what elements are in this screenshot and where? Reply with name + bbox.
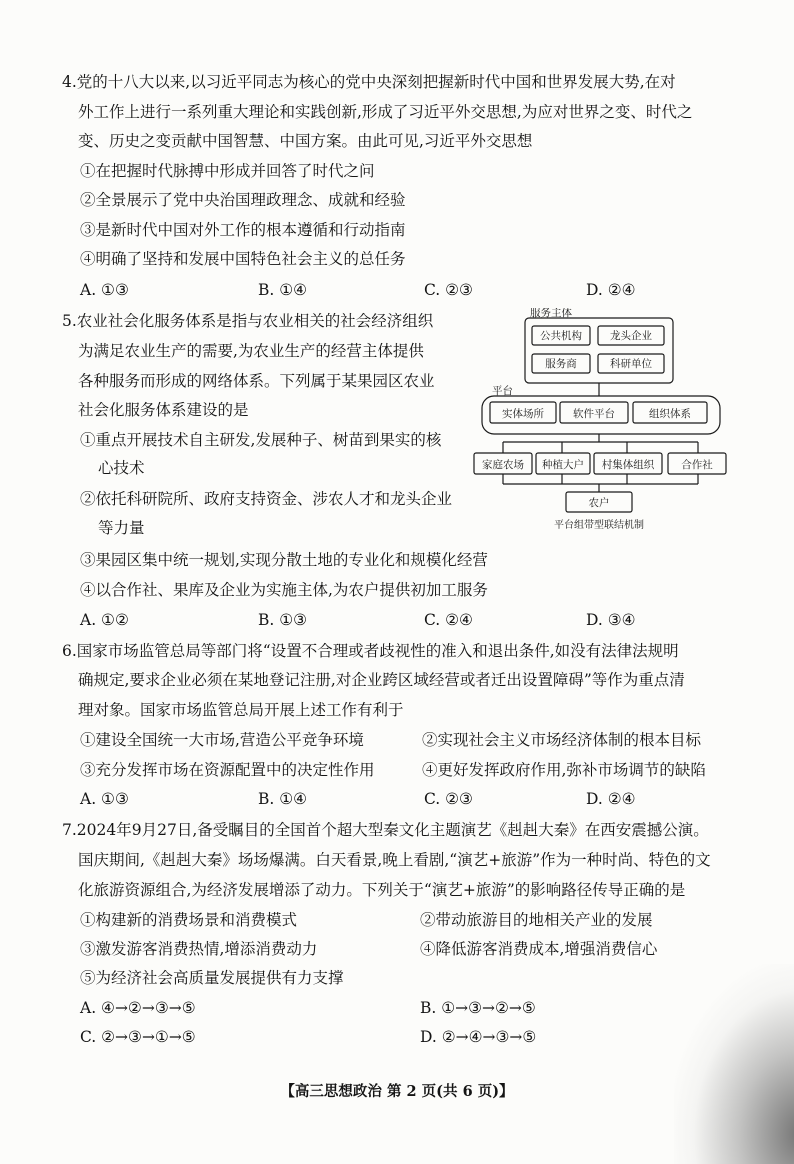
q7-stem-line-1: 7.2024年9月27日,备受瞩目的全国首个超大型秦文化主题演艺《赳赳大秦》在西安震撼公演。 xyxy=(62,821,709,839)
q6-option-a[interactable]: A. ①③ xyxy=(80,790,129,808)
page-footer: 【高三思想政治 第 2 页(共 6 页)】 xyxy=(280,1083,514,1100)
service-item-2: 龙头企业 xyxy=(610,330,652,342)
q4-option-d[interactable]: D. ②④ xyxy=(586,281,636,299)
platform-item-1: 实体场所 xyxy=(502,408,544,420)
q6-stem-line-3: 理对象。国家市场监管总局开展上述工作有利于 xyxy=(78,701,404,719)
q5-option-a[interactable]: A. ①② xyxy=(80,611,129,629)
platform-title: 平台 xyxy=(492,385,513,397)
org-item-4: 合作社 xyxy=(681,459,713,471)
q6-stem-line-1: 6.国家市场监管总局等部门将“设置不合理或者歧视性的准入和退出条件,如没有法律法规明 xyxy=(62,642,679,660)
q7-option-d[interactable]: D. ②→④→③→⑤ xyxy=(420,1028,537,1046)
q5-statement-1a: ①重点开展技术自主研发,发展种子、树苗到果实的核 xyxy=(80,431,442,449)
q6-statement-2: ②实现社会主义市场经济体制的根本目标 xyxy=(422,731,702,749)
q7-statement-5: ⑤为经济社会高质量发展提供有力支撑 xyxy=(80,969,344,987)
q4-statement-3: ③是新时代中国对外工作的根本遵循和行动指南 xyxy=(80,221,406,239)
q7-statement-1: ①构建新的消费场景和消费模式 xyxy=(80,911,298,929)
q7-option-a[interactable]: A. ④→②→③→⑤ xyxy=(80,999,196,1017)
q7-statement-4: ④降低游客消费成本,增强消费信心 xyxy=(420,940,658,958)
q7-stem-line-2: 国庆期间,《赳赳大秦》场场爆满。白天看景,晚上看剧,“演艺+旅游”作为一种时尚、特色的文 xyxy=(78,851,711,869)
q5-statement-3: ③果园区集中统一规划,实现分散土地的专业化和规模化经营 xyxy=(80,551,488,569)
q7-option-c[interactable]: C. ②→③→①→⑤ xyxy=(80,1028,196,1046)
service-system-diagram xyxy=(470,308,740,533)
q6-stem-line-2: 确规定,要求企业必须在某地登记注册,对企业跨区域经营或者迁出设置障碍”等作为重点清 xyxy=(78,671,685,689)
q6-statement-1: ①建设全国统一大市场,营造公平竞争环境 xyxy=(80,731,364,749)
service-item-3: 服务商 xyxy=(545,358,577,370)
q6-option-d[interactable]: D. ②④ xyxy=(586,790,636,808)
scan-shadow xyxy=(674,964,794,1164)
q5-stem-line-3: 各种服务而形成的网络体系。下列属于某果园区农业 xyxy=(78,372,435,390)
org-item-1: 家庭农场 xyxy=(482,459,524,471)
q4-statement-4: ④明确了坚持和发展中国特色社会主义的总任务 xyxy=(80,250,406,268)
q5-statement-2a: ②依托科研院所、政府支持资金、涉农人才和龙头企业 xyxy=(80,490,453,508)
diagram-caption: 平台组带型联结机制 xyxy=(554,520,644,531)
q4-option-b[interactable]: B. ①④ xyxy=(258,281,308,299)
org-item-3: 村集体组织 xyxy=(601,459,655,471)
q5-statement-2b: 等力量 xyxy=(98,519,145,537)
q7-option-b[interactable]: B. ①→③→②→⑤ xyxy=(420,999,536,1017)
q6-option-b[interactable]: B. ①④ xyxy=(258,790,308,808)
q5-statement-1b: 心技术 xyxy=(98,459,145,477)
q6-option-c[interactable]: C. ②③ xyxy=(424,790,473,808)
farmer-node: 农户 xyxy=(588,497,610,509)
q5-stem-line-2: 为满足农业生产的需要,为农业生产的经营主体提供 xyxy=(78,342,424,360)
q4-option-a[interactable]: A. ①③ xyxy=(80,281,129,299)
q5-statement-4: ④以合作社、果库及企业为实施主体,为农户提供初加工服务 xyxy=(80,581,488,599)
service-item-1: 公共机构 xyxy=(540,330,582,342)
service-subjects-title: 服务主体 xyxy=(530,308,572,319)
q5-option-c[interactable]: C. ②④ xyxy=(424,611,473,629)
q5-option-d[interactable]: D. ③④ xyxy=(586,611,636,629)
q4-stem-line-2: 外工作上进行一系列重大理论和实践创新,形成了习近平外交思想,为应对世界之变、时代之 xyxy=(78,103,693,121)
q7-statement-2: ②带动旅游目的地相关产业的发展 xyxy=(420,911,653,929)
platform-item-3: 组织体系 xyxy=(649,408,691,420)
q7-statement-3: ③激发游客消费热情,增添消费动力 xyxy=(80,940,318,958)
q4-statement-2: ②全景展示了党中央治国理政理念、成就和经验 xyxy=(80,191,406,209)
org-item-2: 种植大户 xyxy=(542,459,584,471)
q4-stem-line-3: 变、历史之变贡献中国智慧、中国方案。由此可见,习近平外交思想 xyxy=(78,132,533,150)
q5-stem-line-4: 社会化服务体系建设的是 xyxy=(78,401,249,419)
q7-stem-line-3: 化旅游资源组合,为经济发展增添了动力。下列关于“演艺+旅游”的影响路径传导正确的是 xyxy=(78,881,686,899)
q4-stem-line-1: 4.党的十八大以来,以习近平同志为核心的党中央深刻把握新时代中国和世界发展大势,在对 xyxy=(62,73,676,91)
platform-item-2: 软件平台 xyxy=(573,408,615,420)
q4-statement-1: ①在把握时代脉搏中形成并回答了时代之问 xyxy=(80,162,375,180)
q5-stem-line-1: 5.农业社会化服务体系是指与农业相关的社会经济组织 xyxy=(62,312,434,330)
q5-option-b[interactable]: B. ①③ xyxy=(258,611,308,629)
q4-option-c[interactable]: C. ②③ xyxy=(424,281,473,299)
q6-statement-4: ④更好发挥政府作用,弥补市场调节的缺陷 xyxy=(422,761,706,779)
service-item-4: 科研单位 xyxy=(610,358,652,370)
q6-statement-3: ③充分发挥市场在资源配置中的决定性作用 xyxy=(80,761,375,779)
